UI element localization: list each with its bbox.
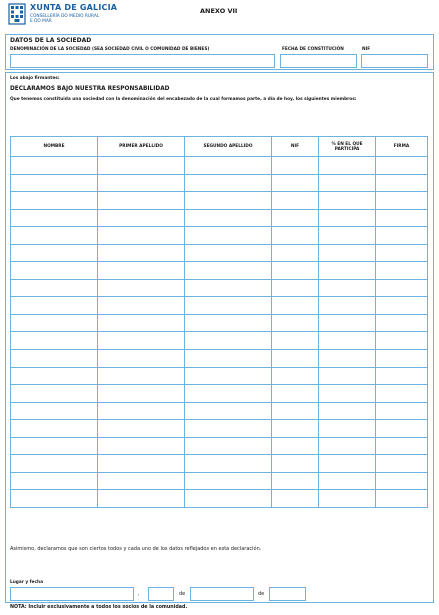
cell-nombre[interactable] xyxy=(11,332,98,350)
cell-nif[interactable] xyxy=(272,350,319,368)
cell-participa[interactable] xyxy=(319,244,376,262)
declaration-title: DECLARAMOS BAJO NUESTRA RESPONSABILIDAD xyxy=(10,86,170,92)
cell-participa[interactable] xyxy=(319,420,376,438)
cell-participa[interactable] xyxy=(319,209,376,227)
cell-firma[interactable] xyxy=(376,279,428,297)
cell-participa[interactable] xyxy=(319,157,376,175)
cell-nombre[interactable] xyxy=(11,244,98,262)
members-table xyxy=(10,136,428,508)
members-header-row xyxy=(11,137,428,157)
cell-nombre[interactable] xyxy=(11,420,98,438)
cell-segundo-apellido[interactable] xyxy=(185,332,272,350)
cell-firma[interactable] xyxy=(376,385,428,403)
brand-subtitle-line2: E DO MAR xyxy=(30,19,52,24)
cell-nombre[interactable] xyxy=(11,490,98,508)
cell-nif[interactable] xyxy=(272,455,319,473)
cell-segundo-apellido[interactable] xyxy=(185,420,272,438)
cell-firma[interactable] xyxy=(376,437,428,455)
cell-nombre[interactable] xyxy=(11,314,98,332)
cell-nif[interactable] xyxy=(272,385,319,403)
cell-primer-apellido[interactable] xyxy=(98,157,185,175)
cell-nif[interactable] xyxy=(272,262,319,280)
cell-nombre[interactable] xyxy=(11,367,98,385)
table-row xyxy=(11,420,428,438)
cell-primer-apellido[interactable] xyxy=(98,227,185,245)
cell-nif[interactable] xyxy=(272,490,319,508)
cell-participa[interactable] xyxy=(319,437,376,455)
de-label-1: de xyxy=(179,591,186,597)
cell-participa[interactable] xyxy=(319,174,376,192)
cell-primer-apellido[interactable] xyxy=(98,279,185,297)
cell-nif[interactable] xyxy=(272,297,319,315)
cell-participa[interactable] xyxy=(319,385,376,403)
cell-segundo-apellido[interactable] xyxy=(185,209,272,227)
cell-primer-apellido[interactable] xyxy=(98,385,185,403)
cell-primer-apellido[interactable] xyxy=(98,437,185,455)
table-row xyxy=(11,209,428,227)
table-row xyxy=(11,227,428,245)
cell-nif[interactable] xyxy=(272,157,319,175)
table-row xyxy=(11,174,428,192)
cell-firma[interactable] xyxy=(376,367,428,385)
month-field[interactable] xyxy=(190,587,254,601)
cell-segundo-apellido[interactable] xyxy=(185,244,272,262)
brand-subtitle-line1: CONSELLERÍA DO MEDIO RURAL xyxy=(30,14,100,19)
table-row xyxy=(11,490,428,508)
cell-firma[interactable] xyxy=(376,192,428,210)
header-participa: % EN EL QUE PARTICIPA xyxy=(319,137,376,157)
cell-firma[interactable] xyxy=(376,244,428,262)
cell-firma[interactable] xyxy=(376,455,428,473)
cell-primer-apellido[interactable] xyxy=(98,490,185,508)
cell-nombre[interactable] xyxy=(11,455,98,473)
cell-participa[interactable] xyxy=(319,227,376,245)
cell-nif[interactable] xyxy=(272,367,319,385)
cell-primer-apellido[interactable] xyxy=(98,332,185,350)
cell-segundo-apellido[interactable] xyxy=(185,402,272,420)
cell-segundo-apellido[interactable] xyxy=(185,367,272,385)
table-row xyxy=(11,314,428,332)
table-row xyxy=(11,455,428,473)
table-row xyxy=(11,262,428,280)
members-body xyxy=(11,157,428,508)
cell-nombre[interactable] xyxy=(11,227,98,245)
company-nif-label: NIF xyxy=(362,47,371,52)
table-row xyxy=(11,437,428,455)
table-row xyxy=(11,297,428,315)
cell-segundo-apellido[interactable] xyxy=(185,437,272,455)
header-nif: NIF xyxy=(272,137,319,157)
cell-segundo-apellido[interactable] xyxy=(185,227,272,245)
cell-nombre[interactable] xyxy=(11,385,98,403)
header-segundo-apellido: SEGUNDO APELLIDO xyxy=(185,137,272,157)
cell-nif[interactable] xyxy=(272,437,319,455)
closing-statement: Asimismo, declaramos que son ciertos todos y cada uno de los datos reflejados en esta declaración. xyxy=(10,546,262,552)
cell-participa[interactable] xyxy=(319,297,376,315)
cell-primer-apellido[interactable] xyxy=(98,314,185,332)
cell-firma[interactable] xyxy=(376,209,428,227)
cell-firma[interactable] xyxy=(376,297,428,315)
company-date-label: FECHA DE CONSTITUCIÓN xyxy=(282,47,344,52)
table-row xyxy=(11,279,428,297)
cell-participa[interactable] xyxy=(319,367,376,385)
galicia-coat-of-arms-icon xyxy=(6,3,28,25)
cell-primer-apellido[interactable] xyxy=(98,262,185,280)
table-row xyxy=(11,157,428,175)
cell-segundo-apellido[interactable] xyxy=(185,279,272,297)
company-name-field[interactable] xyxy=(10,54,275,68)
cell-primer-apellido[interactable] xyxy=(98,455,185,473)
cell-nif[interactable] xyxy=(272,279,319,297)
cell-segundo-apellido[interactable] xyxy=(185,174,272,192)
day-field[interactable] xyxy=(148,587,174,601)
cell-primer-apellido[interactable] xyxy=(98,244,185,262)
cell-firma[interactable] xyxy=(376,174,428,192)
header-nombre: NOMBRE xyxy=(11,137,98,157)
cell-nif[interactable] xyxy=(272,472,319,490)
cell-nombre[interactable] xyxy=(11,209,98,227)
header-firma: FIRMA xyxy=(376,137,428,157)
cell-nif[interactable] xyxy=(272,192,319,210)
cell-primer-apellido[interactable] xyxy=(98,402,185,420)
cell-participa[interactable] xyxy=(319,279,376,297)
cell-nombre[interactable] xyxy=(11,402,98,420)
company-name-label: DENOMINACIÓN DE LA SOCIEDAD (SEA SOCIEDAD CIVIL O COMUNIDAD DE BIENES) xyxy=(10,47,210,52)
cell-firma[interactable] xyxy=(376,227,428,245)
cell-nombre[interactable] xyxy=(11,192,98,210)
cell-nombre[interactable] xyxy=(11,297,98,315)
cell-nif[interactable] xyxy=(272,244,319,262)
header-primer-apellido: PRIMER APELLIDO xyxy=(98,137,185,157)
place-field[interactable] xyxy=(10,587,134,601)
footer-note: NOTA: Incluir exclusivamente a todos los socios de la comunidad. xyxy=(10,605,188,610)
cell-primer-apellido[interactable] xyxy=(98,420,185,438)
cell-segundo-apellido[interactable] xyxy=(185,455,272,473)
table-row xyxy=(11,244,428,262)
cell-nif[interactable] xyxy=(272,314,319,332)
cell-participa[interactable] xyxy=(319,455,376,473)
declaration-text: Que tenemos constituida una sociedad con la denominación del encabezado de la cual formamos parte, a día de hoy, los siguientes miembros: xyxy=(10,97,357,102)
cell-segundo-apellido[interactable] xyxy=(185,385,272,403)
cell-nif[interactable] xyxy=(272,402,319,420)
cell-primer-apellido[interactable] xyxy=(98,174,185,192)
cell-participa[interactable] xyxy=(319,262,376,280)
cell-participa[interactable] xyxy=(319,402,376,420)
cell-participa[interactable] xyxy=(319,490,376,508)
place-comma: , xyxy=(138,591,140,597)
cell-segundo-apellido[interactable] xyxy=(185,297,272,315)
table-row xyxy=(11,192,428,210)
cell-segundo-apellido[interactable] xyxy=(185,262,272,280)
table-row xyxy=(11,332,428,350)
annex-title: ANEXO VII xyxy=(200,7,238,15)
brand-subtitle xyxy=(30,14,99,24)
cell-primer-apellido[interactable] xyxy=(98,367,185,385)
cell-primer-apellido[interactable] xyxy=(98,209,185,227)
table-row xyxy=(11,367,428,385)
cell-primer-apellido[interactable] xyxy=(98,297,185,315)
table-row xyxy=(11,472,428,490)
brand-name: XUNTA DE GALICIA xyxy=(30,3,118,12)
cell-nif[interactable] xyxy=(272,174,319,192)
cell-participa[interactable] xyxy=(319,350,376,368)
cell-nombre[interactable] xyxy=(11,350,98,368)
cell-primer-apellido[interactable] xyxy=(98,350,185,368)
year-field[interactable] xyxy=(269,587,306,601)
cell-firma[interactable] xyxy=(376,490,428,508)
cell-participa[interactable] xyxy=(319,192,376,210)
place-date-label: Lugar y fecha xyxy=(10,580,43,585)
cell-firma[interactable] xyxy=(376,472,428,490)
cell-firma[interactable] xyxy=(376,314,428,332)
cell-nif[interactable] xyxy=(272,227,319,245)
cell-primer-apellido[interactable] xyxy=(98,192,185,210)
cell-primer-apellido[interactable] xyxy=(98,472,185,490)
cell-segundo-apellido[interactable] xyxy=(185,314,272,332)
cell-firma[interactable] xyxy=(376,332,428,350)
cell-firma[interactable] xyxy=(376,402,428,420)
cell-nombre[interactable] xyxy=(11,437,98,455)
cell-nombre[interactable] xyxy=(11,157,98,175)
cell-nif[interactable] xyxy=(272,209,319,227)
cell-firma[interactable] xyxy=(376,157,428,175)
cell-segundo-apellido[interactable] xyxy=(185,490,272,508)
cell-nif[interactable] xyxy=(272,332,319,350)
company-date-field[interactable] xyxy=(280,54,357,68)
cell-segundo-apellido[interactable] xyxy=(185,472,272,490)
table-row xyxy=(11,350,428,368)
cell-firma[interactable] xyxy=(376,350,428,368)
cell-nombre[interactable] xyxy=(11,472,98,490)
cell-nombre[interactable] xyxy=(11,279,98,297)
signers-label: Los abajo firmantes: xyxy=(10,76,60,81)
cell-nombre[interactable] xyxy=(11,174,98,192)
cell-firma[interactable] xyxy=(376,262,428,280)
de-label-2: de xyxy=(258,591,265,597)
cell-segundo-apellido[interactable] xyxy=(185,192,272,210)
cell-nombre[interactable] xyxy=(11,262,98,280)
company-nif-field[interactable] xyxy=(361,54,428,68)
cell-participa[interactable] xyxy=(319,472,376,490)
cell-participa[interactable] xyxy=(319,314,376,332)
cell-segundo-apellido[interactable] xyxy=(185,157,272,175)
company-section-title: DATOS DE LA SOCIEDAD xyxy=(10,37,92,44)
table-row xyxy=(11,402,428,420)
cell-participa[interactable] xyxy=(319,332,376,350)
cell-segundo-apellido[interactable] xyxy=(185,350,272,368)
cell-firma[interactable] xyxy=(376,420,428,438)
cell-nif[interactable] xyxy=(272,420,319,438)
table-row xyxy=(11,385,428,403)
